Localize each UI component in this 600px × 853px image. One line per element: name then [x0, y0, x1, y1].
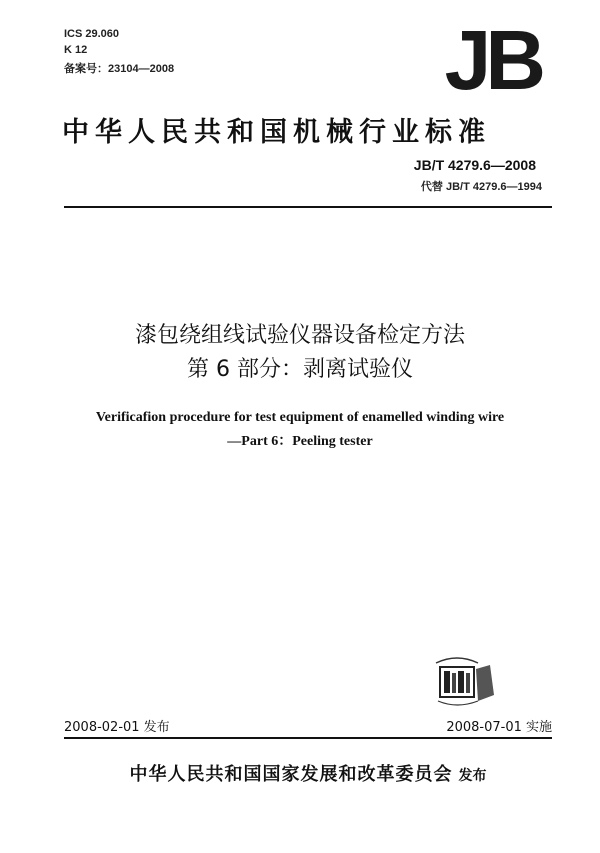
issuing-authority	[64, 760, 552, 786]
issuer-name: 中华人民共和国国家发展和改革委员会	[129, 764, 453, 785]
standard-number: JB/T 4279.6—2008	[413, 157, 536, 173]
title-cn-line2: 第 6 部分：剥离试验仪	[187, 357, 413, 382]
standard-organization-title: 中华人民共和国机械行业标准	[62, 117, 491, 148]
ccs-code: K 12	[64, 44, 88, 56]
ics-code: ICS 29.060	[64, 28, 120, 40]
title-en-line2: —Part 6：Peeling tester	[227, 434, 373, 449]
issue-date: 2008-02-01 发布	[64, 720, 170, 735]
title-en-line1: Verificafion procedure for test equipment of enamelled winding wire	[95, 410, 505, 425]
replaces-standard: 代替 JB/T 4279.6—1994	[420, 181, 542, 193]
header-divider	[64, 206, 552, 208]
filing-number: 备案号：23104—2008	[64, 63, 175, 75]
jb-logo: JB	[444, 13, 540, 107]
footer-divider	[64, 737, 552, 739]
publisher-seal-icon	[432, 655, 498, 709]
title-cn-line1: 漆包绕组线试验仪器设备检定方法	[134, 323, 465, 348]
issuer-suffix: 发布	[458, 768, 487, 784]
implementation-date: 2008-07-01 实施	[446, 720, 552, 735]
